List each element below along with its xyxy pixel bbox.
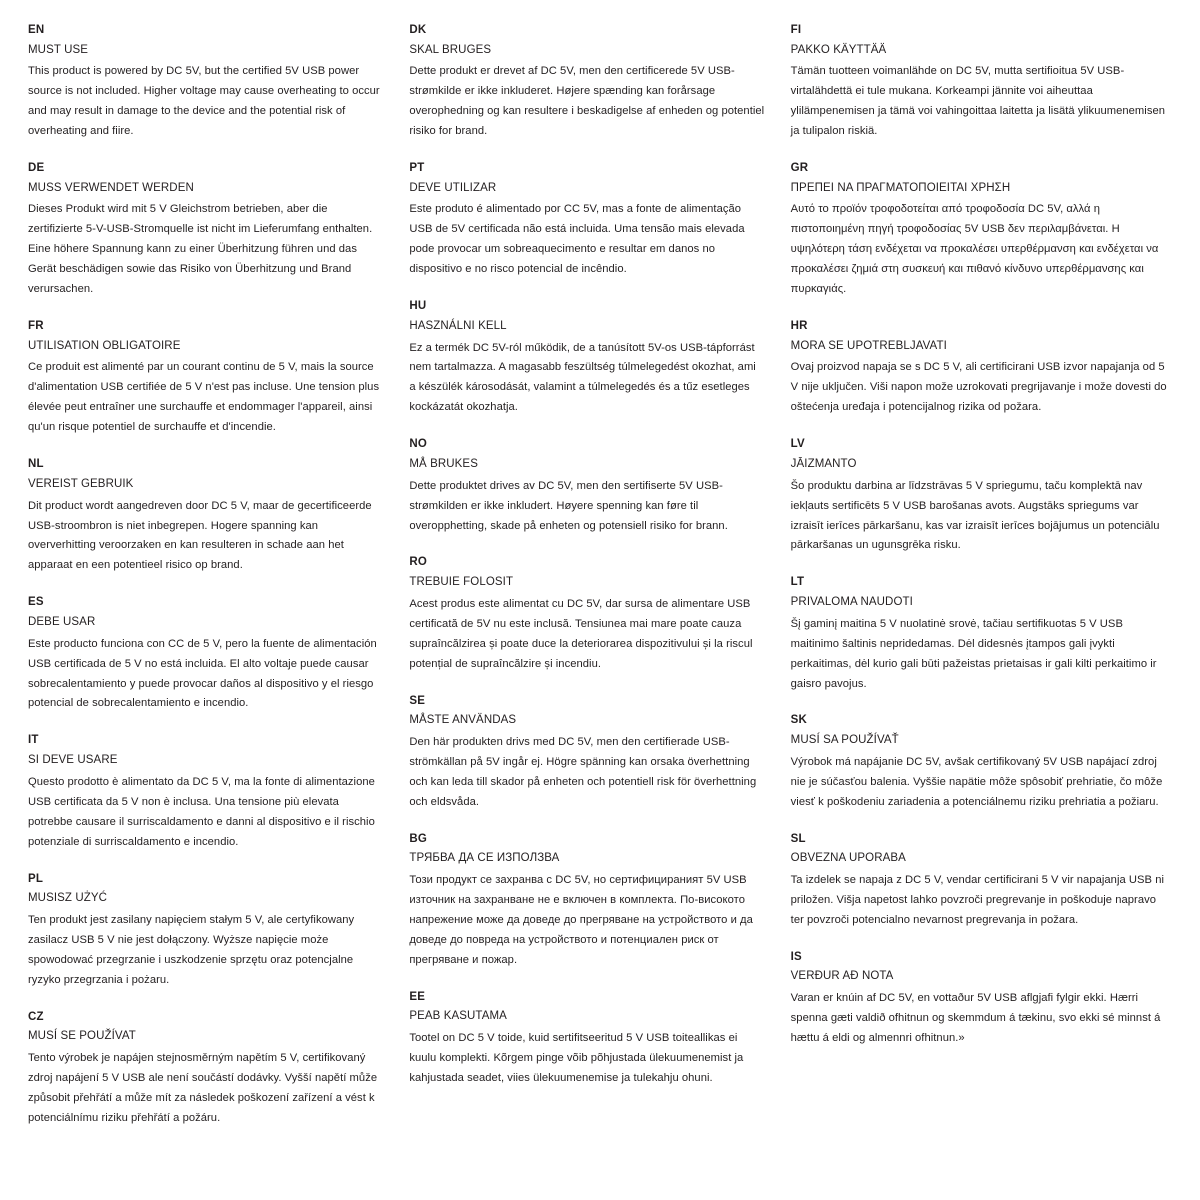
language-entry	[409, 22, 764, 142]
language-code: CZ	[28, 1010, 44, 1023]
language-entry	[28, 1009, 383, 1129]
entry-body: Den här produkten drivs med DC 5V, men den certifierade USB-strömkällan på 5V ingår ej. Högre spänning kan orsaka överhettning och kan leda till skador på enheten och potentiell risk för överhettning och eldsvåda.	[409, 735, 757, 808]
entry-heading: VEREIST GEBRUIK	[28, 477, 134, 490]
language-code: PT	[409, 162, 425, 175]
entry-heading: ТРЯБВА ДА СЕ ИЗПОЛЗВА	[409, 852, 560, 865]
language-entry	[409, 989, 764, 1089]
language-code: DE	[28, 162, 45, 175]
entry-body: Tootel on DC 5 V toide, kuid sertifitseeritud 5 V USB toiteallikas ei kuulu komplekti. Kõrgem pinge võib põhjustada ülekuumenemist ja kahjustada seadet, viies ülekuumenemise ja tulekahju ohuni.	[409, 1032, 744, 1084]
language-code: NL	[28, 458, 44, 471]
entry-body: Ez a termék DC 5V-ról működik, de a tanúsított 5V-os USB-tápforrást nem tartalmazza. A magasabb feszültség túlmelegedést okozhat, ami a készülék károsodását, valamint a túlmelegedés és a tűz esetleges kockázatát okozhatja.	[409, 341, 756, 414]
entry-heading: PEAB KASUTAMA	[409, 1010, 507, 1023]
entry-body: Dieses Produkt wird mit 5 V Gleichstrom betrieben, aber die zertifizierte 5-V-USB-Stromquelle ist nicht im Lieferumfang enthalten. Eine höhere Spannung kann zu einer Überhitzung führen und das Gerät beschädigen sowie das Risiko von Überhitzung und Brand verursachen.	[28, 203, 373, 296]
language-code: IT	[28, 734, 39, 747]
language-code: SL	[790, 832, 806, 845]
language-entry	[28, 160, 383, 300]
language-entry	[409, 160, 764, 280]
entry-heading: MÅSTE ANVÄNDAS	[409, 714, 517, 727]
language-code: RO	[409, 556, 427, 569]
entry-body: Ce produit est alimenté par un courant continu de 5 V, mais la source d'alimentation USB certifiée de 5 V n'est pas incluse. Une tension plus élevée peut entraîner une surchauffe et endommager l'appareil, ainsi qu'un risque potentiel de surchauffe et d'incendie.	[28, 361, 380, 434]
language-code: GR	[790, 162, 809, 175]
language-code: NO	[409, 438, 427, 451]
entry-heading: TREBUIE FOLOSIT	[409, 576, 514, 589]
entry-heading: HASZNÁLNI KELL	[409, 319, 507, 332]
entry-body: Šo produktu darbina ar līdzstrāvas 5 V spriegumu, taču komplektā nav iekļauts sertificēts 5 V USB barošanas avots. Augstāks spriegums var izraisīt ierīces pārkaršanu, kas var izraisīt ierīces bojājumus un potenciālu pārkaršanas un ugunsgrēka risku.	[790, 479, 1160, 552]
entry-heading: DEBE USAR	[28, 615, 96, 628]
language-code: EN	[28, 24, 45, 36]
entry-heading: MUSÍ SA POUŽÍVAŤ	[790, 734, 899, 747]
entry-heading: PRIVALOMA NAUDOTI	[790, 596, 913, 609]
language-code: SE	[409, 694, 426, 707]
entry-body: Dette produkt er drevet af DC 5V, men den certificerede 5V USB-strømkilde er ikke inkluderet. Højere spænding kan forårsage overophedning og kan resultere i beskadigelse af enheden og potentiel risiko for brand.	[409, 65, 765, 138]
entry-heading: MUSÍ SE POUŽÍVAT	[28, 1030, 136, 1043]
language-entry	[791, 831, 1172, 931]
entry-heading: MUSS VERWENDET WERDEN	[28, 181, 194, 194]
entry-body: Este produto é alimentado por CC 5V, mas a fonte de alimentação USB de 5V certificada não está incluida. Uma tensão mais elevada pode provocar um sobreaquecimento e resultar em danos no dispositivo e no risco potencial de incêndio.	[409, 203, 745, 276]
entry-heading: OBVEZNA UPORABA	[790, 852, 906, 865]
entry-heading: JĀIZMANTO	[790, 457, 857, 470]
language-code: EE	[409, 990, 426, 1003]
language-entry	[28, 22, 383, 142]
entry-body: This product is powered by DC 5V, but the certified 5V USB power source is not included. Higher voltage may cause overheating to occur and may result in damage to the device and the potential risk of overheating and fiire.	[28, 65, 380, 138]
language-code: SK	[790, 714, 808, 727]
language-code: BG	[409, 832, 427, 845]
entry-body: Αυτό το προϊόν τροφοδοτείται από τροφοδοσία DC 5V, αλλά η πιστοποιημένη πηγή τροφοδοσίας 5V USB δεν περιλαμβάνεται. Η υψηλότερη τάση ενδέχεται να προκαλέσει υπερθέρμανση και ενδέχεται να προκαλέσει ζημιά στη συσκευή και πιθανό κίνδυνο υπερθέρμανσης και πυρκαγιάς.	[790, 203, 1159, 296]
entry-body: Questo prodotto è alimentato da DC 5 V, ma la fonte di alimentazione USB certificata da 5 V non è inclusa. Una tensione più elevata potrebbe causare il surriscaldamento e danni al dispositivo e il rischio potenziale di surriscaldamento e incendio.	[28, 775, 375, 848]
entry-heading: DEVE UTILIZAR	[409, 181, 497, 194]
column-1	[28, 22, 409, 1190]
entry-body: Tämän tuotteen voimanlähde on DC 5V, mutta sertifioitua 5V USB-virtalähdettä ei tule mukana. Korkeampi jännite voi aiheuttaa ylilämpenemisen ja tämä voi vahingoittaa laitetta ja lisätä ylikuumenemisen ja tulipalon riskiä.	[790, 65, 1166, 138]
language-entry	[28, 456, 383, 576]
language-entry	[409, 554, 764, 674]
entry-heading: ΠΡΕΠΕΙ ΝΑ ΠΡΑΓΜΑΤΟΠΟΙΕΙΤΑΙ ΧΡΗΣΗ	[790, 181, 1011, 194]
language-code: LT	[790, 576, 805, 589]
entry-body: Tento výrobek je napájen stejnosměrným napětím 5 V, certifikovaný zdroj napájení 5 V USB ale není součástí dodávky. Vyšší napětí může způsobit přehřátí a může mít za následek poškození zařízení a vést k potenciálnímu riziku přehřátí a požáru.	[28, 1051, 378, 1124]
column-container	[28, 22, 1172, 1190]
entry-heading: MÅ BRUKES	[409, 457, 478, 470]
language-code: FI	[790, 24, 802, 36]
language-entry	[28, 871, 383, 991]
entry-body: Este producto funciona con CC de 5 V, pero la fuente de alimentación USB certificada de 5 V no está incluida. El alto voltaje puede causar sobrecalentamiento y puede provocar daños al dispositivo y el riesgo potencial de sobrecalentamiento e incendio.	[28, 637, 377, 710]
column-2	[409, 22, 790, 1190]
entry-heading: UTILISATION OBLIGATOIRE	[28, 339, 181, 352]
entry-body: Acest produs este alimentat cu DC 5V, dar sursa de alimentare USB certificată de 5V nu este inclusă. Tensiunea mai mare poate cauza supraîncălzirea și poate duce la deteriorarea dispozitivului și la riscul potențial de supraîncălzire și incendiu.	[409, 597, 753, 670]
entry-body: Dit product wordt aangedreven door DC 5 V, maar de gecertificeerde USB-stroombron is niet inbegrepen. Hogere spanning kan oververhitting veroorzaken en kan resulteren in schade aan het apparaat en een potentieel risico op brand.	[28, 499, 372, 572]
entry-body: Ta izdelek se napaja z DC 5 V, vendar certificirani 5 V vir napajanja USB ni priložen. Višja napetost lahko povzroči pregrevanje in poškoduje napravo ter povzroči potencialno nevarnost pregrevanja in požara.	[790, 873, 1165, 926]
entry-body: Varan er knúin af DC 5V, en vottaður 5V USB aflgjafi fylgir ekki. Hærri spenna gæti valdið ofhitnun og skemmdum á tækinu, svo ekki sé minnst á hættu á eldi og almennri ofhitnun.»	[790, 992, 1161, 1044]
language-entry	[791, 22, 1172, 142]
entry-body: Ovaj proizvod napaja se s DC 5 V, ali certificirani USB izvor napajanja od 5 V nije uključen. Viši napon može uzrokovati pregrijavanje i može dovesti do oštećenja uređaja i potencijalnog rizika od požara.	[790, 361, 1167, 414]
language-code: ES	[28, 596, 44, 609]
entry-body: Ten produkt jest zasilany napięciem stałym 5 V, ale certyfikowany zasilacz USB 5 V nie jest dołączony. Wyższe napięcie może spowodować przegrzanie i uszkodzenie sprzętu oraz potencjalne ryzyko przegrzania i pożaru.	[28, 913, 355, 986]
language-entry	[791, 712, 1172, 812]
language-code: LV	[790, 438, 805, 451]
language-entry	[791, 574, 1172, 694]
language-entry	[28, 732, 383, 852]
entry-body: Този продукт се захранва с DC 5V, но сертифицираният 5V USB източник на захранване не е включен в комплекта. По-високото напрежение може да доведе до прегряване на устройството и да доведе до повреда на устройството и потенциален риск от прегряване и пожар.	[409, 873, 753, 966]
entry-heading: SKAL BRUGES	[409, 43, 492, 56]
language-entry	[409, 436, 764, 536]
entry-heading: MORA SE UPOTREBLJAVATI	[790, 339, 947, 352]
language-code: PL	[28, 872, 44, 885]
language-entry	[791, 318, 1172, 418]
language-entry	[791, 949, 1172, 1049]
language-entry	[28, 594, 383, 714]
language-entry	[791, 436, 1172, 556]
language-code: HR	[790, 320, 808, 333]
language-code: FR	[28, 320, 44, 333]
column-3	[791, 22, 1172, 1190]
entry-heading: MUSISZ UŻYĆ	[28, 892, 108, 905]
entry-body: Šį gaminį maitina 5 V nuolatinė srovė, tačiau sertifikuotas 5 V USB maitinimo šaltinis nepridedamas. Dėl didesnės įtampos gali įvykti perkaitimas, dėl kurio gali būti pažeistas prietaisas ir gali kilti perkaitimo ir gaisro pavojus.	[790, 617, 1157, 690]
language-entry	[409, 831, 764, 971]
language-entry	[791, 160, 1172, 300]
entry-heading: SI DEVE USARE	[28, 754, 118, 767]
entry-body: Dette produktet drives av DC 5V, men den sertifiserte 5V USB-strømkilden er ikke inkludert. Høyere spenning kan føre til overopphetting, skade på enheten og potensiell risiko for brann.	[409, 479, 728, 532]
language-code: HU	[409, 300, 427, 313]
language-entry	[409, 298, 764, 418]
language-entry	[28, 318, 383, 438]
entry-heading: VERÐUR AÐ NOTA	[790, 970, 894, 983]
language-code: IS	[790, 950, 802, 963]
entry-body: Výrobok má napájanie DC 5V, avšak certifikovaný 5V USB napájací zdroj nie je súčasťou balenia. Vyššie napätie môže spôsobiť prehriatie, čo môže viesť k poškodeniu zariadenia a potenciálnemu riziku prehriatia a požiaru.	[790, 755, 1163, 808]
entry-heading: PAKKO KÄYTTÄÄ	[790, 43, 887, 56]
language-entry	[409, 693, 764, 813]
entry-heading: MUST USE	[28, 43, 89, 56]
language-code: DK	[409, 24, 427, 36]
